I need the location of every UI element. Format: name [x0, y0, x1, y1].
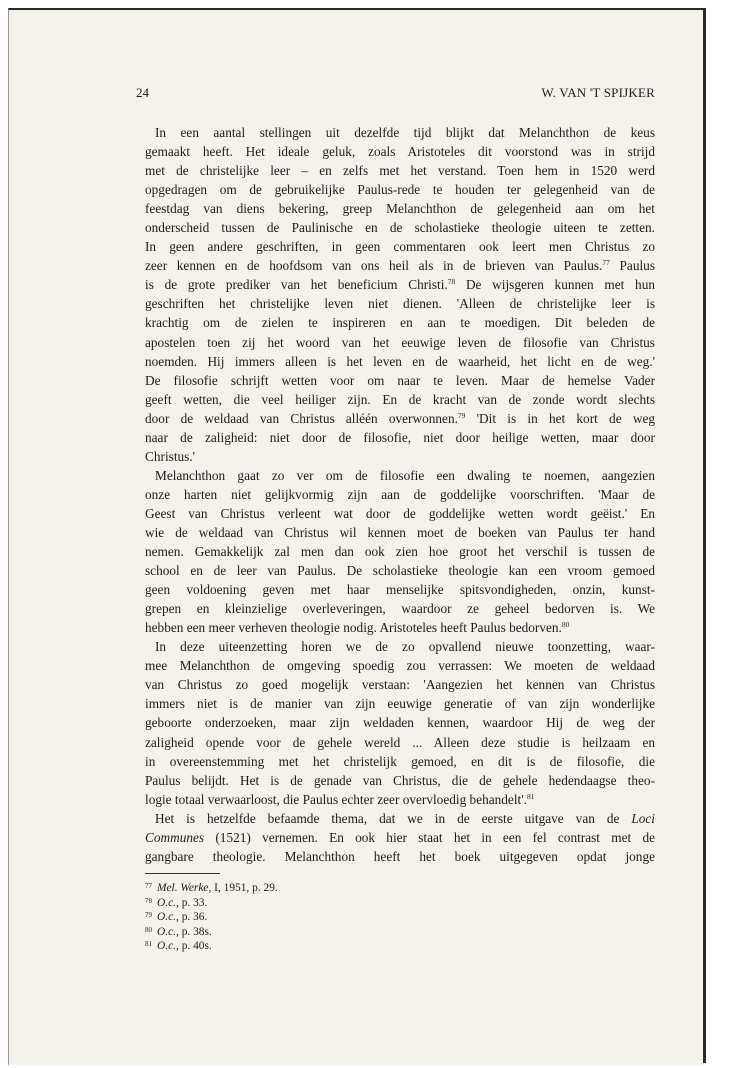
footnote-77: $^{77}$ Mel. Werke, I, 1951, p. 29. [145, 882, 278, 894]
footnote-79: $^{79}$ O.c., p. 36. [145, 911, 208, 924]
text-line: geeft wetten, die veel heiliger zijn. En de kracht van de zonde wordt slechts [145, 391, 655, 407]
body-text [145, 123, 655, 866]
text-line: zaligheid opende voor de gehele wereld ... Alleen deze studie is heilzaam en [145, 734, 655, 750]
text-line: logie totaal verwaarloost, die Paulus echter zeer overvloedig behandelt'.$^{81}$ [145, 791, 535, 807]
text-line: In geen andere geschriften, in geen commentaren ook leert men Christus zo [145, 239, 655, 255]
text-line: In deze uiteenzetting horen we de zo opvallend nieuwe toonzetting, waar- [155, 639, 655, 655]
running-head-author: W. VAN 'T SPIJKER [541, 85, 655, 100]
text-line: De filosofie schrijft wetten voor om naar te leven. Maar de hemelse Vader [145, 372, 655, 388]
footnote-divider [145, 873, 220, 874]
text-line: immers niet is de manier van zijn eeuwige generatie of van zijn wonderlijke [145, 696, 655, 712]
text-line: naar de zaligheid: niet door de filosofie, niet door heilige wetten, maar door [145, 429, 655, 445]
footnotes [145, 880, 278, 953]
title-loci: Loci [631, 810, 655, 826]
footnote-ref-81: 81 [526, 791, 535, 801]
footnote-ref-80: 80 [561, 620, 570, 630]
text-line: onze harten niet gelijkvormig zijn aan de goddelijke voorschriften. 'Maar de [145, 486, 655, 502]
text-line: Communes (1521) vernemen. En ook hier staat het in een fel contrast met de [145, 829, 655, 845]
text-line: Paulus belijdt. Het is de genade van Christus, die de gehele hedendaagse theo- [145, 772, 655, 788]
page-edge-shadow [703, 8, 706, 1063]
footnote-78: $^{78}$ O.c., p. 33. [145, 896, 208, 909]
text-line: In een aantal stellingen uit dezelfde tijd blijkt dat Melanchthon de keus [155, 125, 655, 140]
text-line: met de christelijke leer – en zelfs met het verstand. Toen hem in 1520 werd [145, 163, 655, 179]
text-line: opgedragen om de gebruikelijke Paulus-rede te houden ter gelegenheid van de [145, 182, 655, 198]
text-line: gemaakt heeft. Het ideale geluk, zoals Aristoteles dit voorstond was in strijd [145, 144, 655, 160]
text-line: door de weldaad van Christus alléén overwonnen.$^{79}$ 'Dit is in het kort de weg [145, 410, 655, 426]
footnote-81: $^{81}$ O.c., p. 40s. [145, 940, 212, 953]
text-line: onderscheid tussen de Paulinische en de scholastieke theologie uiteen te zetten. [145, 220, 655, 236]
text-line: mee Melanchthon de omgeving spoedig zou verrassen: We moeten de weldaad [145, 658, 655, 674]
footnote-ref-78: 78 [447, 277, 456, 287]
text-line: gangbare theologie. Melanchthon heeft het boek uitgegeven opdat jonge [145, 848, 655, 864]
text-line: geschriften het christelijke leven niet dienen. 'Alleen de christelijke leer is [145, 296, 655, 312]
text-line: apostelen toen zij het woord van het eeuwige leven de filosofie van Christus [145, 334, 655, 350]
text-line: in overeenstemming met het christelijk gemoed, en dit is de filosofie, die [145, 753, 655, 769]
text-line: nemen. Gemakkelijk zal men dan ook zien hoe groot het verschil is tussen de [145, 544, 655, 560]
footnote-80: $^{80}$ O.c., p. 38s. [145, 925, 212, 938]
text-line: school en de leer van Paulus. De scholastieke theologie kan een vroom gemoed [145, 563, 655, 579]
title-communes: Communes [145, 829, 205, 845]
text-line: feestdag van diens bekering, greep Melanchthon de gelegenheid aan om het [145, 201, 655, 217]
text-line: van Christus zo goed mogelijk verstaan: 'Aangezien het kennen van Christus [145, 677, 655, 693]
text-line: Het is hetzelfde befaamde thema, dat we in de eerste uitgave van de Loci [155, 810, 655, 826]
text-line: geboorte onderzoeken, maar zijn weldaden kennen, waardoor Hij de weg der [145, 715, 655, 731]
text-line: wie de weldaad van Christus wil kennen moet de boeken van Paulus ter hand [145, 524, 655, 540]
text-line: noemden. Hij immers alleen is het leven en de waarheid, het licht en de weg.' [145, 353, 655, 369]
footnote-ref-79: 79 [457, 410, 466, 420]
text-line: is de grote prediker van het beneficium Christi.$^{78}$ De wijsgeren kunnen met hun [145, 277, 655, 293]
text-line: hebben een meer verheven theologie nodig. Aristoteles heeft Paulus bedorven.$^{80}$ [145, 620, 570, 636]
running-header [136, 85, 655, 103]
text-line: geen voldoening geven met haar menselijke spitsvondigheden, onzin, kunst- [145, 582, 655, 598]
text-line: zeer kennen en de hoofdsom van ons heil als in de brieven van Paulus.$^{77}$ Paulus [145, 258, 655, 274]
text-line: krachtig om de zielen te inspireren en aan te moedigen. Dit beleden de [145, 315, 655, 331]
text-line: Geest van Christus verleent wat door de goddelijke wetten wordt geëist.' En [145, 505, 655, 521]
text-line: Melanchthon gaat zo ver om de filosofie een dwaling te noemen, aangezien [155, 467, 655, 483]
page-number: 24 [136, 85, 149, 100]
footnote-ref-77: 77 [602, 258, 610, 268]
text-line: Christus.' [145, 448, 196, 464]
text-line: grepen en kleinzielige overleveringen, waardoor ze geheel bedorven is. We [145, 601, 655, 617]
